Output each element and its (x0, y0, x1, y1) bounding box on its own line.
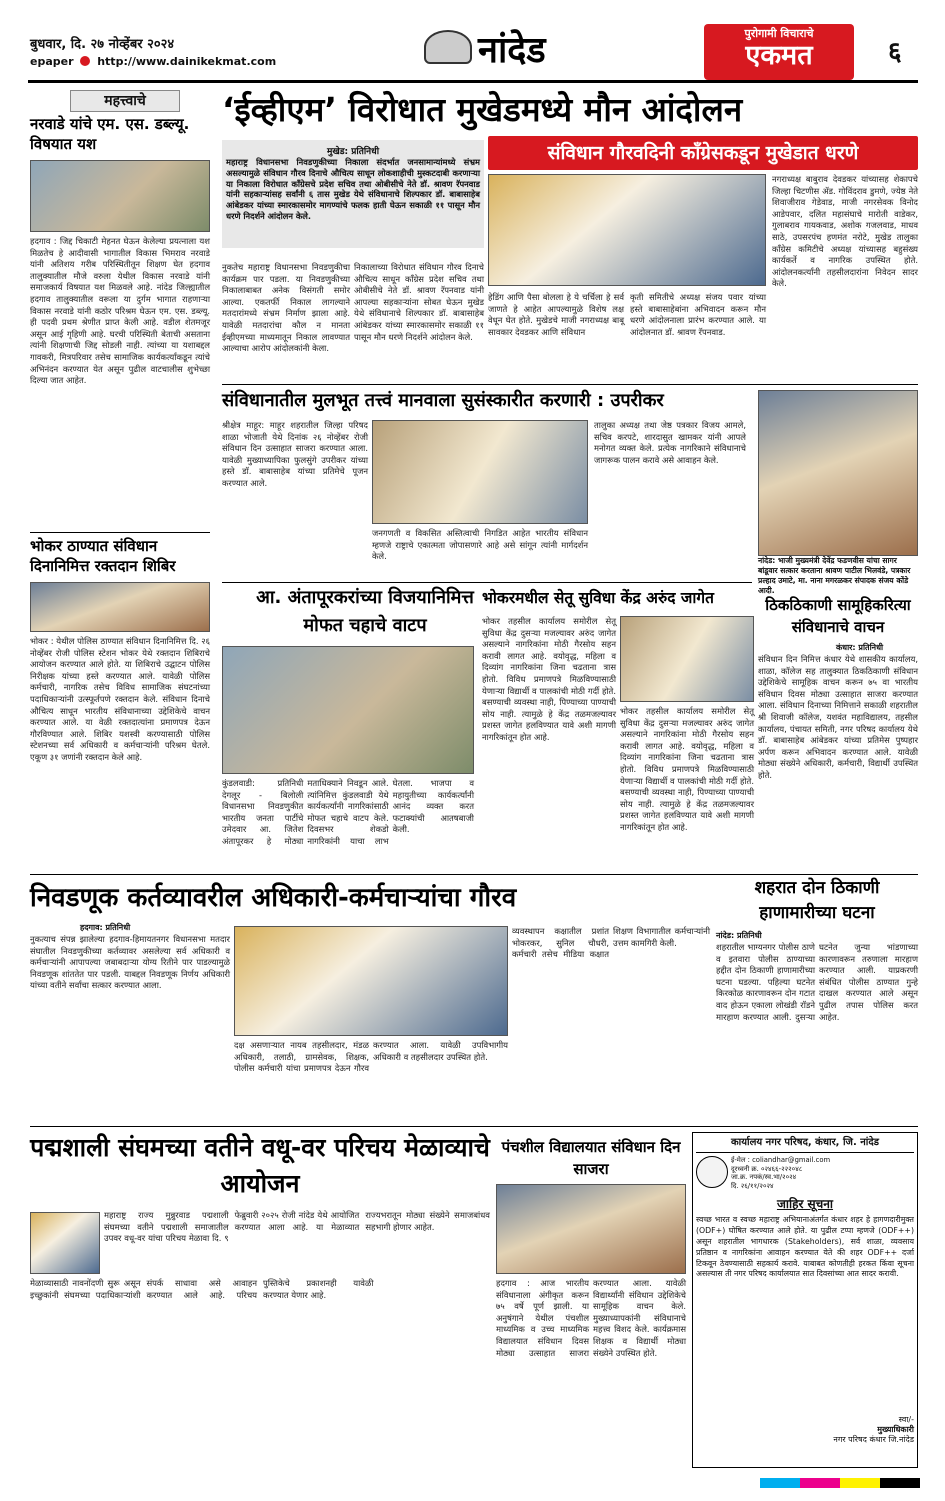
tea-headline: आ. अंतापूरकरांच्या विजयानिमित्त मोफत चहाचे वाटप (256, 587, 474, 636)
constitution-body2: जनगणती व विकसित अस्तित्वाची निगडित आहेत भारतीय संविधान म्हणजे राष्ट्राचे एकात्मता जोपासणारे आहे असे सांगून त्यांनी मार्गदर्शन केले. (372, 528, 588, 562)
kandhar-headline: ठिकठिकाणी सामूहिकरित्या संविधानाचे वाचन (765, 596, 911, 636)
felicitation-caption: नांदेड: भाजी मुख्यमंत्री देवेंद्र फडणवीस यांचा सागर बांडूवार सत्कार करताना श्रावण पाटील भिलवंडे, पत्रकार प्रल्हाद उमाटे, मा. नाना मगरळकर संपादक संजय कोंडे आदी. (758, 556, 911, 595)
bhokar-blood-body: भोकर : येथील पोलिस ठाण्यात संविधान दिनानिमित्त दि. २६ नोव्हेंबर रोजी पोलिस स्टेशन भोकर येथे रक्तदान शिबिराचे आयोजन करण्यात आले होते. या शिबिराचे उद्घाटन पोलिस निरीक्षक यांच्या हस्ते करण्यात आले. यावेळी पोलिस कर्मचारी, नागरिक तसेच विविध सामाजिक संघटनांच्या पदाधिकाऱ्यांनी उत्स्फूर्तपणे रक्तदान केले. संविधान दिनाचे औचित्य साधून भारतीय संविधानाच्या उद्देशिकेचे वाचन करण्यात आले. या वेळी रक्तदात्यांना प्रमाणपत्र देऊन गौरविण्यात आले. शिबिर यशस्वी करण्यासाठी पोलिस स्टेशनच्या सर्व अधिकारी व कर्मचाऱ्यांनी परिश्रम घेतले. एकूण ३१ जणांनी रक्तदान केले आहे. (30, 636, 210, 762)
lead-kicker-text: संविधान गौरवदिनी काँग्रेसकडून मुखेडात धरणे (547, 142, 859, 164)
setu-body-right: भोकर तहसील कार्यालय समोरील सेतू सुविधा केंद्र दुसऱ्या मजल्यावर अरुंद जागेत असल्याने नागरिकांना मोठी गैरसोय सहन करावी लागत आहे. वयोवृद्ध, महिला व दिव्यांग नागरिकांना जिना चढताना त्रास होतो. विविध प्रमाणपत्रे मिळविण्यासाठी येणाऱ्या विद्यार्थी व पालकांची मोठी गर्दी होते. बसण्याची व्यवस्था नाही, पिण्याच्या पाण्याची सोय नाही. त्यामुळे हे केंद्र तळमजल्यावर प्रशस्त जागेत हलविण्यात यावे अशी मागणी नागरिकांतून होत आहे. (620, 706, 754, 832)
constitution-headline: संविधानातील मुलभूत तत्त्वं मानवाला सुसंस्कारीत करणारी : उपरीकर (222, 390, 664, 411)
protest-photo (488, 174, 766, 286)
election-photo (234, 926, 508, 1036)
narwade-body: हदगाव : जिद्द चिकाटी मेहनत घेऊन केलेल्या प्रयत्नाला यश मिळतेच हे आदीवासी भागातील विकास भिमराव नरवाडे यांनी अतिशय गरीब परिस्थितीतून शिक्षण घेत हदगाव तालुक्यातील मौजे वरुला येथील विकास नरवाडे यांनी समाजकार्य विषयात यश मिळवले आहे. नांदेड जिल्ह्यातील हदगाव तालुक्यातील वरूला या दुर्गम भागात राहणाऱ्या विकास नरवाडे यांनी कठोर परिश्रम घेऊन एम. एस. डब्ल्यू. ही पदवी प्रथम श्रेणीत प्राप्त केली आहे. वडील शेतमजूर असून आई गृहिणी आहे. घरची परिस्थिती बेताची असताना त्यांनी शिक्षणाची जिद्द सोडली नाही. त्यांच्या या यशाबद्दल गावकरी, मित्रपरिवार तसेच सामाजिक कार्यकर्त्यांकडून त्यांचे अभिनंदन करण्यात येत असून पुढील वाटचालीस शुभेच्छा दिल्या जात आहेत. (30, 236, 210, 386)
notice-meta-text (731, 1156, 914, 1190)
clash-body: शहरातील भाग्यनगर पोलीस ठाणे व इतवारा पोलीस ठाण्याच्या हद्दीत दोन ठिकाणी हाणामारीच्या घटना घडल्या. पहिल्या घटनेत किरकोळ कारणावरून दोन गटात वाद होऊन एकाला लोखंडी रॉडने मारहाण करण्यात आली. दुसऱ्या घटनेत जुन्या भांडणाच्या कारणावरून तरुणाला मारहाण करण्यात आली. याप्रकरणी संबंधित पोलीस ठाण्यात गुन्हे दाखल करण्यात आले असून पुढील तपास पोलिस करत आहेत. (716, 942, 918, 1022)
padmashali-headline: पद्मशाली संघमच्या वतीने वधू-वर परिचय मेळाव्याचे आयोजन (30, 1133, 490, 1198)
notice-title: जाहिर सूचना (776, 1197, 834, 1212)
notice-signature (696, 1415, 914, 1445)
notice-body: स्वच्छ भारत व स्वच्छ महाराष्ट्र अभियानाअंतर्गत कंधार शहर हे हागणदारीमुक्त (ODF+) घोषित करण्यात आले होते. या पुढील टप्पा म्हणजे (ODF++) असून शहरातील भागधारक (Stakeholders), सर्व शाळा, व्यवसाय प्रतिष्ठान व नागरिकांना आवाहन करण्यात येते की शहर ODF++ दर्जा टिकवून ठेवण्यासाठी सहकार्य करावे. याबाबत कोणतीही हरकत किंवा सूचना असल्यास ती नगर परिषद कार्यालयात सात दिवसांच्या आत सादर करावी. (696, 1215, 914, 1279)
cyan-swatch (760, 1478, 800, 1488)
mid-rule (30, 874, 918, 875)
seal-icon (696, 1156, 728, 1188)
brand-logo: एकमत (745, 40, 813, 71)
public-notice (692, 1132, 918, 1468)
election-headline: निवडणूक कर्तव्यावरील अधिकारी-कर्मचाऱ्यांचा गौरव (30, 883, 517, 913)
yellow-swatch (840, 1478, 880, 1488)
black-swatch (880, 1478, 920, 1488)
city-name: नांदेड (478, 30, 546, 71)
setu-headline: भोकरमधील सेतू सुविधा केंद्र अरुंद जागेत (482, 589, 714, 607)
tea-body: कुंडलवाडी: प्रतिनिधी देगलूर - बिलोली विधानसभा निवडणुकीत भारतीय जनता पार्टीचे उमेदवार आ. जितेश अंतापूरकर हे मोठ्या मताधिक्याने निवडून आले. त्यांनिमित्त कुंडलवाडी येथे कार्यकर्त्यांनी नागरिकांसाठी मोफत चहाचे वाटप केले. दिवसभर शेकडो नागरिकांनी याचा लाभ घेतला. भाजपा व महायुतीच्या कार्यकर्त्यांनी आनंद व्यक्त करत फटाक्यांची आतषबाजी केली. (222, 778, 474, 846)
notice-email: ई-मेल : coliandhar@gmail.com (731, 1156, 831, 1164)
epaper-line (30, 55, 276, 68)
issue-date: बुधवार, दि. २७ नोव्हेंबर २०२४ (30, 37, 175, 52)
constitution-body1: श्रीक्षेत्र माहूर: माहूर शहरातील जिल्हा परिषद शाळा भोजाती येथे दिनांक २६ नोव्हेंबर रोजी संविधान दिन उत्साहात साजरा करण्यात आला. यावेळी मुख्याध्यापिका फुलसुंगे उपरीकर यांच्या हस्ते डॉ. बाबासाहेब यांच्या प्रतिमेचे पूजन करण्यात आले. (222, 420, 368, 488)
clash-dateline: नांदेड: प्रतिनिधी (716, 931, 762, 940)
brand-block (704, 24, 854, 80)
tea-photo (222, 646, 474, 774)
left-rule-1 (30, 532, 210, 533)
magenta-swatch (800, 1478, 840, 1488)
setu-body-left: भोकर तहसील कार्यालय समोरील सेतू सुविधा केंद्र दुसऱ्या मजल्यावर अरुंद जागेत असल्याने नागरिकांना मोठी गैरसोय सहन करावी लागत आहे. वयोवृद्ध, महिला व दिव्यांग नागरिकांना जिना चढताना त्रास होतो. विविध प्रमाणपत्रे मिळविण्यासाठी येणाऱ्या विद्यार्थी व पालकांची मोठी गर्दी होते. बसण्याची व्यवस्था नाही, पिण्याच्या पाण्याची सोय नाही. त्यामुळे हे केंद्र तळमजल्यावर प्रशस्त जागेत हलविण्यात यावे अशी मागणी नागरिकांतून होत आहे. (482, 616, 616, 742)
school-photo (372, 420, 588, 524)
panchsheel-body: हदगाव : आज भारतीय संविधानाला अंगीकृत करून ७५ वर्षे पूर्ण झाली. या अनुषंगाने येथील पंचशील माध्यमिक व उच्च माध्यमिक विद्यालयात संविधान दिवस मोठ्या उत्साहात साजरा करण्यात आला. यावेळी विद्यार्थ्यांनी संविधान उद्देशिकेचे सामूहिक वाचन केले. मुख्याध्यापकांनी संविधानाचे महत्त्व विशद केले. कार्यक्रमास शिक्षक व विद्यार्थी मोठ्या संख्येने उपस्थित होते. (496, 1278, 686, 1358)
city-emblem-icon (424, 30, 472, 64)
brand-tagline: पुरोगामी विचाराचे (744, 27, 814, 40)
notice-signatory: स्वा/- (898, 1415, 914, 1425)
lead-body-col4: कृती समितीचे अध्यक्ष संजय पवार यांच्या हस्ते बाबासाहेबांना अभिवादन करून मौन धरणे आंदोलनाला प्रारंभ करण्यात आले. या आंदोलनात डॉ. श्रावण रॅपनवाड. (630, 292, 766, 337)
lead-intro: महाराष्ट्र विधानसभा निवडणुकीच्या निकाला संदर्भात जनसामान्यांमध्ये संभ्रम असल्यामुळे संविधान गौरव दिनाचे औचित्य साधून लोकशाहीची मुस्कटदाबी करणाऱ्या या निकाला विरोधात काँग्रेसचे प्रदेश सचिव तथा ओबीसीचे नेते डॉ. श्रावण रॅपनवाड यांनी सहकाऱ्यांसह सर्वांनी ६ तास मुखेड येथे संविधानाचे शिल्पकार डॉ. बाबासाहेब आंबेडकर यांच्या स्मारकासमोर मागण्यांचे फलक हाती घेऊन सकाळी ११ पासून मौन धरणे निदर्शने आंदोलन केले. (226, 157, 480, 221)
narwade-photo (30, 160, 210, 232)
padmashali-body2: मेळाव्यासाठी नावनोंदणी सुरू असून इच्छुकांनी संघमच्या पदाधिकाऱ्यांशी संपर्क साधावा असे आवाहन करण्यात आले आहे. परिचय पुस्तिकेचे प्रकाशनही यावेळी करण्यात येणार आहे. (30, 1278, 374, 1300)
setu-photo (620, 616, 754, 702)
lead-body-col1: नुकतेच महाराष्ट्र विधानसभा निवडणुकीचा कार्यक्रम पार पडला. या निवडणुकीच्या निकालाबाबत अनेक विसंगती समोर आल्या. एकतर्फी निकाल लागल्याने मतदारांमध्ये संभ्रम निर्माण झाला आहे. यावेळी मतदारांचा कौल न मानता ईव्हीएमच्या माध्यमातून निकाल लावण्यात आल्याचा आरोप आंदोलकांनी केला. (222, 262, 350, 354)
panchsheel-headline: पंचशील विद्यालयात संविधान दिन साजरा (501, 1138, 681, 1178)
color-registration-bar (760, 1478, 920, 1488)
lead-body-col3: हेडिंग आणि पैसा बोलला हे ये चर्चिला हे सर्व जाणते हे आहेत आपल्यामुळे विशेष लक्ष वेधून घेत होते. मुखेडचे माजी नगराध्यक्ष बाबू सावकार देवडकर आणि संविधान (488, 292, 624, 337)
notice-sign-office: नगर परिषद कंधार जि.नांदेड (833, 1435, 914, 1445)
bhokar-blood-headline: भोकर ठाण्यात संविधान दिनानिमित्त रक्तदान शिबिर (30, 537, 176, 575)
lead-body-col5: नगराध्यक्ष बाबुराव देवडकर यांच्यासह शेकापचे जिल्हा चिटणीस ॲड. गोविंदराव डुमणे, ज्येष्ठ नेते शिवाजीराव गेडेवाड, माजी नगरसेवक विनोद आडेपवार, दलित महासंघाचे मारोती वाडेकर, गुलाबराव गायकवाड, अशोक गजलवाड, माधव साठे, उपसरपंच हणमंत नरोटे, मुखेड तालुका काँग्रेस कमिटीचे अध्यक्ष यांच्यासह बहुसंख्य कार्यकर्ते व नागरिक उपस्थित होते. आंदोलनकर्त्यांनी तहसीलदारांना निवेदन सादर केले. (772, 174, 918, 289)
padmashali-illustration (30, 1212, 100, 1274)
felicitation-photo (758, 390, 918, 556)
lead-kicker (488, 136, 918, 170)
constitution-rule (222, 582, 752, 583)
page-number: ६ (888, 37, 902, 67)
lead-intro-box (222, 140, 484, 248)
blood-camp-photo (30, 582, 210, 632)
epaper-label: epaper (30, 55, 74, 68)
section-tag-important: महत्त्वाचे (70, 90, 180, 112)
lead-body-col2: निकालाच्या विरोधात संविधान गौरव दिनाचे औचित्य साधून काँग्रेस प्रदेश सचिव तथा ओबीसीचे नेते डॉ. श्रावण रॅपनवाड यांनी आपल्या सहकाऱ्यांना सोबत घेऊन मुखेड येथे संविधानाचे शिल्पकार डॉ. बाबासाहेब आंबेडकर यांच्या स्मारकासमोर सकाळी ११ पासून मौन धरणे निदर्शने आंदोलन केले. (354, 262, 484, 342)
constitution-body3: तालुका अध्यक्ष तथा जेष्ठ पत्रकार विजय आमले, सचिव करपटे, शारदासुत खामकर यांनी आपले मनोगत व्यक्त केले. प्रत्येक नागरिकाने संविधानाचे जागरूक पालन करावे असे आवाहन केले. (594, 420, 746, 465)
lower-rule (30, 1126, 918, 1127)
notice-date: दि. २६/११/२०२४ (731, 1181, 774, 1190)
lead-rule (222, 384, 918, 385)
notice-meta (696, 1156, 914, 1190)
notice-ref: जा.क्र. नपकं/स्व.भा/२०२४ (731, 1173, 797, 1182)
election-body3: व्यवस्थापन कक्षातील प्रशांत भोकरकर, सुनिल चौधरी, कर्मचारी तसेच मीडिया कक्षात शिक्षण विभागातील कर्मचाऱ्यांनी उत्तम कामगिरी केली. (512, 926, 710, 960)
padmashali-body1: महाराष्ट्र राज्य मुन्नुरवाड पद्मशाली संघमच्या वतीने पद्मशाली समाजातील उपवर वधू-वर यांचा परिचय मेळावा दि. ९ फेब्रुवारी २०२५ रोजी नांदेड येथे आयोजित करण्यात आला आहे. या मेळाव्यात राज्यभरातून मोठ्या संख्येने समाजबांधव सहभागी होणार आहेत. (104, 1210, 490, 1244)
lead-dateline: मुखेड: प्रतिनिधी (326, 147, 380, 157)
notice-sign-title: मुख्याधिकारी (877, 1425, 914, 1435)
notice-office: कार्यालय नगर परिषद, कंधार, जि. नांदेड (696, 1136, 914, 1153)
masthead-rule (28, 80, 918, 83)
masthead (0, 0, 945, 90)
globe-icon (80, 56, 90, 66)
website-link[interactable]: http://www.dainikekmat.com (97, 55, 277, 68)
narwade-headline: नरवाडे यांचे एम. एस. डब्ल्यू. विषयात यश (30, 115, 190, 153)
election-body2: दक्ष असणाऱ्यात नायब तहसीलदार, मंडळ अधिकारी, तलाठी, ग्रामसेवक, शिक्षक, पोलीस कर्मचारी यांचा प्रमाणपत्र देऊन गौरव करण्यात आला. यावेळी उपविभागीय अधिकारी व तहसीलदार उपस्थित होते. (234, 1040, 508, 1074)
panchsheel-photo (496, 1184, 686, 1274)
kandhar-dateline: कंधार: प्रतिनिधी (836, 643, 884, 652)
lead-headline: ‘ईव्हीएम’ विरोधात मुखेडमध्ये मौन आंदोलन (222, 90, 743, 129)
election-dateline: हदगाव: प्रतिनिधी (80, 923, 131, 932)
election-body1: नुकत्याच संपन्न झालेल्या हदगाव-हिमायतनगर विधानसभा मतदार संघातील निवडणुकीच्या कर्तव्यावर असलेल्या सर्व अधिकारी व कर्मचाऱ्यांनी आपापल्या जबाबदाऱ्या योग्य रितीने पार पाडल्यामुळे निवडणूक शांततेत पार पडली. याबद्दल निवडणूक निर्णय अधिकारी यांच्या वतीने सर्वांचा सत्कार करण्यात आला. (30, 934, 230, 991)
clash-headline: शहरात दोन ठिकाणी हाणामारीच्या घटना (754, 878, 880, 923)
notice-phone: दूरध्वनी क्र. ०२४६६-२२२०४८ (731, 1164, 803, 1173)
kandhar-body: संविधान दिन निमित्त कंधार येथे शासकीय कार्यालय, शाळा, कॉलेज सह तालुक्यात ठिकठिकाणी संविधान उद्देशिकेचे सामूहिक वाचन करून ७५ वा भारतीय संविधान दिवस मोठ्या उत्साहात साजरा करण्यात आला. संविधान दिनाच्या निमित्ताने सकाळी शहरातील श्री शिवाजी कॉलेज, यशवंत महाविद्यालय, तहसील कार्यालय, पंचायत समिती, नगर परिषद कार्यालय येथे डॉ. बाबासाहेब आंबेडकर यांच्या प्रतिमेस पुष्पहार अर्पण करून अभिवादन करण्यात आले. यावेळी मोठ्या संख्येने अधिकारी, कर्मचारी, विद्यार्थी उपस्थित होते. (758, 654, 918, 780)
